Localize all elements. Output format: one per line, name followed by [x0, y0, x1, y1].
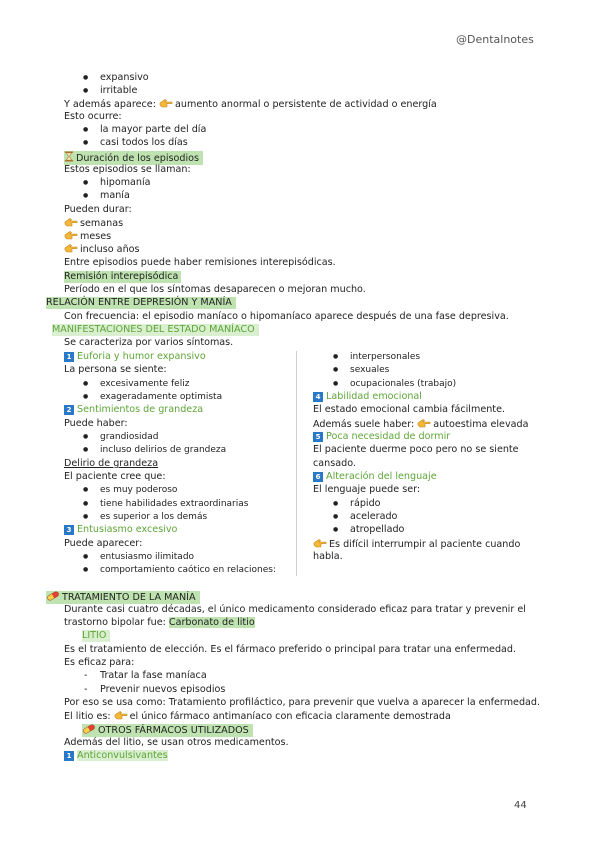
- text-line: Por eso se usa como: Tratamiento profiláctico, para prevenir que vuelva a aparecer la enfermedad.: [64, 697, 541, 708]
- drug-title: Anticonvulsivantes: [77, 750, 168, 761]
- list-item: ● excesivamente feliz: [100, 378, 189, 390]
- text-fragment: semanas: [80, 218, 124, 229]
- section-heading-manifestations: MANIFESTACIONES DEL ESTADO MANÍACO: [52, 324, 259, 336]
- list-item: ● acelerado: [350, 511, 397, 523]
- subheading-lithium: LITIO: [82, 630, 110, 642]
- number-badge: 1: [64, 751, 74, 761]
- text-line: El estado emocional cambia fácilmente.: [313, 404, 506, 415]
- list-item: ● es muy poderoso: [100, 484, 177, 496]
- list-item: - Prevenir nuevos episodios: [100, 684, 225, 696]
- text-fragment: trastorno bipolar fue:: [64, 617, 166, 628]
- text-line: Puede aparecer:: [64, 538, 143, 549]
- text-line: habla.: [313, 551, 343, 562]
- pointing-hand-icon: [64, 243, 78, 253]
- text-line: Puede haber:: [64, 418, 128, 429]
- number-badge: 1: [64, 352, 74, 362]
- text-line: Se caracteriza por varios síntomas.: [64, 337, 234, 348]
- text-line: Es eficaz para:: [64, 657, 135, 668]
- list-item: ● comportamiento caótico en relaciones:: [100, 564, 276, 576]
- number-badge: 6: [313, 472, 323, 482]
- list-item: [64, 230, 111, 243]
- number-badge: 3: [64, 525, 74, 535]
- text-line: El paciente cree que:: [64, 471, 166, 482]
- symptom-heading-2: [64, 404, 203, 416]
- list-item: [64, 217, 123, 230]
- text-line: Entre episodios puede haber remisiones interepisódicas.: [64, 257, 336, 268]
- list-item: ● tiene habilidades extraordinarias: [100, 498, 248, 510]
- text-line: Esto ocurre:: [64, 111, 122, 122]
- list-item: ● sexuales: [350, 364, 389, 376]
- page-number: 44: [514, 800, 527, 811]
- text-line: El lenguaje puede ser:: [313, 484, 421, 495]
- list-item: ● exageradamente optimista: [100, 391, 222, 403]
- list-item: ● irritable: [100, 85, 137, 97]
- text-fragment: incluso años: [80, 244, 140, 255]
- hourglass-icon: [64, 151, 74, 162]
- column-divider: [296, 351, 297, 576]
- symptom-title: Alteración del lenguaje: [326, 471, 437, 482]
- subheading-text: Duración de los episodios: [76, 153, 200, 164]
- symptom-heading-5: [313, 431, 450, 443]
- list-item: ● grandiosidad: [100, 431, 158, 443]
- symptom-title: Labilidad emocional: [326, 391, 422, 402]
- text-line: Estos episodios se llaman:: [64, 164, 191, 175]
- list-item: [64, 243, 140, 256]
- list-item: ● ocupacionales (trabajo): [350, 378, 456, 390]
- pointing-hand-icon: [417, 418, 431, 428]
- list-item: ● casi todos los días: [100, 137, 188, 149]
- list-item: ● interpersonales: [350, 351, 420, 363]
- text-fragment: Es difícil interrumpir al paciente cuando: [329, 539, 521, 550]
- subheading-text: OTROS FÁRMACOS UTILIZADOS: [98, 725, 249, 736]
- subheading-duration: [64, 151, 203, 165]
- symptom-heading-4: [313, 391, 422, 403]
- text-line: cansado.: [313, 458, 356, 469]
- list-item: ● hipomanía: [100, 177, 151, 189]
- pointing-hand-icon: [159, 98, 173, 108]
- pill-icon: [46, 591, 60, 601]
- symptom-title: Euforia y humor expansivo: [77, 351, 206, 362]
- text-fragment: el único fármaco antimaníaco con eficacia claramente demostrada: [129, 711, 451, 722]
- text-fragment: autoestima elevada: [433, 419, 529, 430]
- list-item: ● expansivo: [100, 72, 149, 84]
- number-badge: 5: [313, 432, 323, 442]
- text-line: Durante casi cuatro décadas, el único medicamento considerado eficaz para tratar y prevenir el: [64, 604, 526, 615]
- list-item: ● es superior a los demás: [100, 511, 207, 523]
- text-fragment: Y además aparece:: [64, 99, 156, 110]
- underlined-term: Delirio de grandeza: [64, 458, 159, 469]
- list-item: ● manía: [100, 190, 130, 202]
- symptom-title: Sentimientos de grandeza: [77, 404, 204, 415]
- list-item: ● atropellado: [350, 524, 404, 536]
- section-title: TRATAMIENTO DE LA MANÍA: [62, 592, 196, 603]
- number-badge: 4: [313, 392, 323, 402]
- text-line: El paciente duerme poco pero no se siente: [313, 444, 519, 455]
- symptom-heading-6: [313, 471, 437, 483]
- handle: @Dentalnotes: [456, 33, 534, 46]
- text-fragment: Además suele haber:: [313, 419, 415, 430]
- text-line: Pueden durar:: [64, 204, 132, 215]
- drug-heading-1: [64, 750, 168, 762]
- text-line: [64, 710, 451, 723]
- text-line: La persona se siente:: [64, 364, 167, 375]
- symptom-heading-1: [64, 351, 206, 363]
- text-line: [64, 98, 437, 111]
- pointing-hand-icon: [64, 230, 78, 240]
- list-item: ● incluso delirios de grandeza: [100, 444, 226, 456]
- list-item: - Tratar la fase maníaca: [100, 670, 207, 682]
- text-line: [313, 418, 528, 431]
- pointing-hand-icon: [64, 217, 78, 227]
- symptom-title: Poca necesidad de dormir: [326, 431, 451, 442]
- text-line: [64, 617, 255, 629]
- text-line: Con frecuencia: el episodio maníaco o hipomaníaco aparece después de una fase depresiva.: [64, 311, 509, 322]
- text-fragment: meses: [80, 231, 112, 242]
- list-item: ● la mayor parte del día: [100, 124, 206, 136]
- text-line: Período en el que los síntomas desaparecen o mejoran mucho.: [64, 284, 366, 295]
- text-fragment: El litio es:: [64, 711, 111, 722]
- list-item: ● rápido: [350, 498, 381, 510]
- text-line: Además del litio, se usan otros medicamentos.: [64, 737, 289, 748]
- section-heading-treatment: [46, 591, 200, 604]
- section-heading-relation: RELACIÓN ENTRE DEPRESIÓN Y MANÍA: [46, 297, 236, 309]
- subheading-remission: Remisión interepisódica: [64, 271, 181, 283]
- symptom-title: Entusiasmo excesivo: [77, 524, 178, 535]
- number-badge: 2: [64, 405, 74, 415]
- text-line: [313, 538, 520, 551]
- subheading-other-drugs: [82, 724, 253, 737]
- pointing-hand-icon: [313, 538, 327, 548]
- highlighted-term: Carbonato de litio: [168, 617, 255, 628]
- symptom-heading-3: [64, 524, 177, 536]
- pill-icon: [82, 724, 96, 734]
- text-fragment: aumento anormal o persistente de actividad o energía: [175, 99, 437, 110]
- list-item: ● entusiasmo ilimitado: [100, 551, 194, 563]
- pointing-hand-icon: [114, 710, 128, 720]
- text-line: Es el tratamiento de elección. Es el fármaco preferido o principal para tratar una enfermedad.: [64, 644, 517, 655]
